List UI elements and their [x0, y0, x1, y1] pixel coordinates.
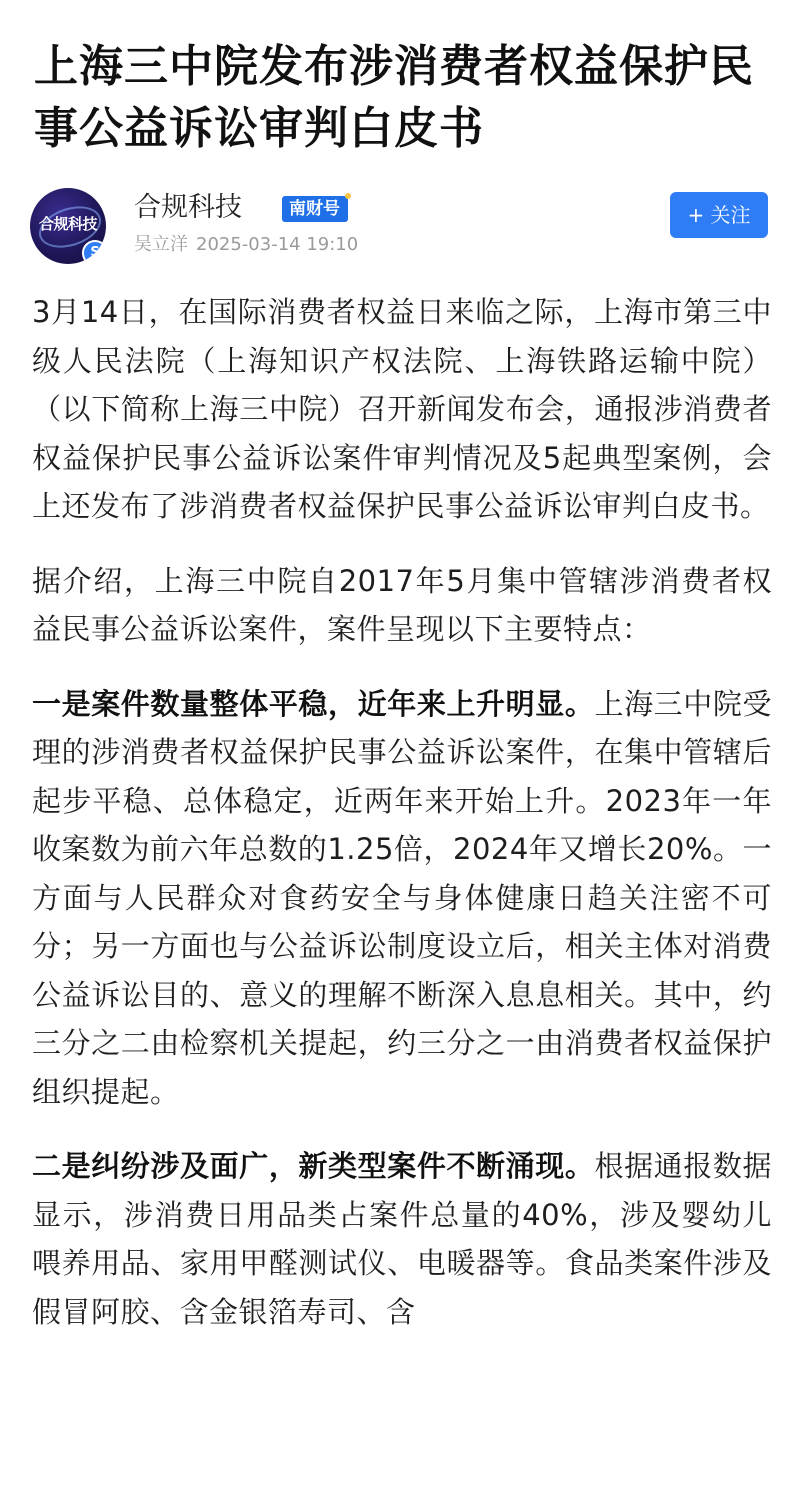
verified-s-icon: S: [82, 240, 106, 264]
source-badge: [282, 196, 348, 222]
follow-button[interactable]: + 关注: [670, 192, 768, 238]
paragraph-text: 根据通报数据显示，涉消费日用品类占案件总量的40%，涉及婴幼儿喂养用品、家用甲醛测试仪、电暖器等。食品类案件涉及假冒阿胶、含金银箔寿司、含: [32, 1149, 772, 1329]
article-title: 上海三中院发布涉消费者权益保护民事公益诉讼审判白皮书: [34, 41, 754, 154]
paragraph-lead: 二是纠纷涉及面广，新类型案件不断涌现。: [32, 1149, 595, 1183]
body-paragraph: 据介绍，上海三中院自2017年5月集中管辖涉消费者权益民事公益诉讼案件，案件呈现以下主要特点：: [32, 563, 772, 646]
article-body: [32, 288, 772, 1362]
badge-dot-icon: [345, 193, 351, 199]
body-paragraph: 3月14日，在国际消费者权益日来临之际，上海市第三中级人民法院（上海知识产权法院、上海铁路运输中院）（以下简称上海三中院）召开新闻发布会，通报涉消费者权益保护民事公益诉讼案件审判情况及5起典型案例，会上还发布了涉消费者权益保护民事公益诉讼审判白皮书。: [32, 295, 772, 523]
body-paragraph: [32, 1142, 772, 1336]
source-badge-label: 南财号: [289, 199, 340, 219]
article-meta: [134, 232, 358, 258]
publish-datetime: 2025-03-14 19:10: [196, 234, 359, 255]
paragraph-text: 上海三中院受理的涉消费者权益保护民事公益诉讼案件，在集中管辖后起步平稳、总体稳定，近两年来开始上升。2023年一年收案数为前六年总数的1.25倍，2024年又增长20%。一方面与人民群众对食药安全与身体健康日趋关注密不可分；另一方面也与公益诉讼制度设立后，相关主体对消费公益诉讼目的、意义的理解不断深入息息相关。其中，约三分之二由检察机关提起，约三分之一由消费者权益保护组织提起。: [32, 686, 772, 1109]
avatar-logo-text: 合规科技: [38, 215, 97, 233]
reporter-name: 吴立洋: [134, 234, 188, 255]
author-name[interactable]: 合规科技: [134, 192, 242, 223]
author-avatar[interactable]: [30, 188, 106, 264]
body-paragraph: [32, 680, 772, 1117]
author-bar: [30, 188, 770, 268]
paragraph-lead: 一是案件数量整体平稳，近年来上升明显。: [32, 686, 595, 721]
